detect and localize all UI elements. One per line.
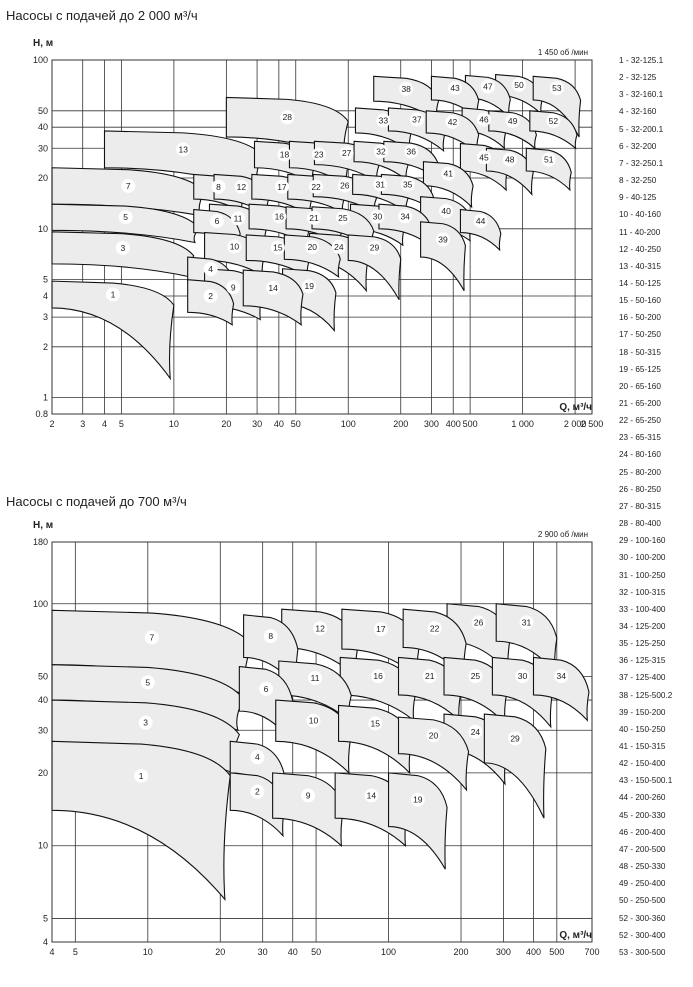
- pump-field-label: 2: [255, 786, 260, 797]
- x-tick-label: 1 000: [511, 419, 534, 429]
- x-tick-label: 500: [549, 947, 565, 957]
- x-tick-label: 50: [290, 419, 301, 429]
- pump-field-label: 52: [548, 115, 559, 126]
- legend-item: 10 - 40-160: [619, 210, 661, 220]
- speed-label: 1 450 об /мин: [537, 48, 588, 57]
- y-tick-label: 10: [37, 840, 48, 851]
- pump-field-label: 1: [110, 289, 116, 300]
- pump-field-label: 24: [334, 241, 344, 252]
- pump-field-label: 9: [305, 790, 311, 801]
- legend-item: 43 - 150-500.1: [619, 776, 673, 786]
- pump-field-label: 6: [214, 216, 220, 227]
- pump-field-label: 12: [236, 181, 247, 192]
- pump-field-label: 30: [517, 671, 528, 682]
- pump-field-label: 21: [309, 212, 319, 223]
- pump-field-label: 9: [230, 282, 236, 293]
- legend-item: 39 - 150-200: [619, 707, 666, 717]
- x-tick-label: 100: [340, 419, 356, 429]
- y-axis-label: H, м: [33, 38, 54, 49]
- x-tick-label: 40: [273, 419, 284, 429]
- x-tick-label: 30: [257, 947, 268, 957]
- legend-item: 9 - 40-125: [619, 193, 657, 203]
- pump-field-label: 51: [544, 154, 554, 165]
- pump-field-label: 50: [514, 79, 524, 90]
- pump-field-label: 7: [125, 180, 131, 191]
- legend-item: 37 - 125-400: [619, 673, 666, 683]
- legend-item: 21 - 65-200: [619, 399, 661, 408]
- pump-field-19: [389, 773, 448, 869]
- x-tick-label: 400: [525, 947, 542, 957]
- legend-item: 11 - 40-200: [619, 227, 661, 237]
- pump-field-label: 16: [373, 671, 383, 682]
- legend-item: 52 - 300-360: [619, 913, 666, 923]
- y-tick-label: 30: [37, 143, 48, 154]
- legend-item: 30 - 100-200: [619, 553, 666, 563]
- legend-item: 8 - 32-250: [619, 176, 657, 186]
- legend-item: 49 - 250-400: [619, 879, 666, 889]
- pump-field-label: 27: [341, 147, 352, 158]
- y-tick-label: 30: [37, 725, 48, 736]
- x-axis-label: Q, м³/ч: [559, 402, 592, 413]
- pump-field-label: 6: [263, 683, 269, 694]
- y-tick-label: 5: [42, 913, 48, 924]
- pump-field-label: 3: [143, 717, 149, 728]
- pump-field-label: 14: [268, 282, 278, 293]
- x-axis-label: Q, м³/ч: [559, 930, 592, 941]
- legend-item: 2 - 32-125: [619, 73, 657, 83]
- pump-field-label: 16: [274, 211, 285, 222]
- pump-field-label: 37: [412, 114, 422, 125]
- chart1-title: Насосы с подачей до 2 000 м³/ч: [6, 8, 198, 23]
- legend-item: 14 - 50-125: [619, 278, 661, 288]
- y-tick-label: 0.8: [35, 409, 48, 419]
- legend-item: 44 - 200-260: [619, 793, 666, 803]
- pump-field-label: 49: [507, 115, 518, 126]
- y-tick-label: 4: [42, 291, 48, 301]
- legend-item: 20 - 65-160: [619, 381, 661, 391]
- pump-field-label: 26: [473, 617, 484, 628]
- x-tick-label: 3: [80, 419, 86, 429]
- pump-field-label: 8: [216, 181, 221, 192]
- pump-field-label: 35: [402, 179, 413, 190]
- pump-field-label: 11: [233, 213, 243, 224]
- x-tick-label: 300: [495, 947, 511, 957]
- pump-field-label: 41: [443, 168, 454, 179]
- x-tick-label: 30: [252, 419, 263, 429]
- pump-field-label: 8: [268, 631, 274, 642]
- pump-field-label: 36: [406, 146, 416, 157]
- pump-field-label: 5: [145, 677, 151, 688]
- pump-field-label: 43: [450, 83, 460, 94]
- legend-item: 23 - 65-315: [619, 433, 661, 443]
- x-tick-label: 10: [142, 947, 153, 957]
- legend-item: 41 - 150-315: [619, 742, 666, 751]
- pump-field-39: [421, 222, 466, 291]
- pump-field-label: 48: [505, 154, 515, 165]
- legend-item: 22 - 65-250: [619, 416, 661, 426]
- x-tick-label: 700: [584, 947, 600, 957]
- pump-field-label: 24: [470, 726, 481, 737]
- x-tick-label: 50: [311, 947, 322, 957]
- pump-field-label: 34: [556, 671, 566, 682]
- x-tick-label: 100: [381, 947, 397, 957]
- pump-field-label: 20: [307, 242, 318, 253]
- legend-item: 32 - 100-315: [619, 587, 666, 597]
- pump-field-label: 53: [552, 83, 562, 94]
- x-tick-label: 2 500: [580, 419, 604, 429]
- legend-item: 15 - 50-160: [619, 296, 661, 306]
- pump-field-label: 21: [425, 671, 435, 682]
- legend-item: 36 - 125-315: [619, 656, 666, 666]
- legend-item: 47 - 200-500: [619, 844, 666, 854]
- legend-item: 5 - 32-200.1: [619, 124, 664, 134]
- chart2-plot: [33, 520, 600, 957]
- legend-item: 28 - 80-400: [619, 519, 661, 529]
- y-tick-label: 100: [32, 598, 48, 609]
- pump-field-label: 44: [475, 216, 486, 227]
- y-tick-label: 40: [37, 122, 48, 133]
- pump-field-label: 39: [438, 234, 448, 245]
- legend-item: 27 - 80-315: [619, 501, 661, 511]
- legend-item: 17 - 50-250: [619, 330, 661, 340]
- legend-item: 18 - 50-315: [619, 347, 661, 357]
- legend-item: 13 - 40-315: [619, 261, 661, 271]
- legend-item: 1 - 32-125.1: [619, 56, 664, 65]
- y-tick-label: 50: [37, 105, 48, 116]
- pump-field-label: 13: [178, 144, 188, 155]
- x-tick-label: 5: [72, 947, 78, 957]
- chart1-plot: [33, 38, 603, 429]
- y-tick-label: 3: [42, 312, 48, 323]
- legend-item: 46 - 200-400: [619, 827, 666, 837]
- legend-item: 19 - 65-125: [619, 364, 661, 374]
- pump-field-label: 33: [378, 115, 389, 126]
- x-tick-label: 200: [393, 419, 409, 429]
- pump-field-label: 26: [340, 180, 350, 191]
- pump-field-label: 30: [372, 211, 383, 222]
- legend-item: 25 - 80-200: [619, 467, 661, 477]
- legend-item: 3 - 32-160.1: [619, 90, 664, 100]
- pump-field-label: 15: [370, 718, 380, 729]
- legend-item: 45 - 200-330: [619, 810, 666, 820]
- pump-field-label: 4: [208, 264, 214, 275]
- pump-field-label: 20: [428, 730, 439, 741]
- chart2-title: Насосы с подачей до 700 м³/ч: [6, 494, 187, 509]
- pump-field-label: 31: [375, 179, 386, 190]
- y-tick-label: 40: [37, 695, 48, 706]
- legend-item: 34 - 125-200: [619, 621, 666, 631]
- legend-item: 38 - 125-500.2: [619, 690, 673, 700]
- pump-field-label: 25: [470, 671, 481, 682]
- pump-field-label: 17: [277, 181, 287, 192]
- x-tick-label: 2 000: [563, 419, 587, 429]
- x-tick-label: 4: [101, 419, 107, 429]
- pump-field-label: 5: [123, 212, 129, 223]
- pump-field-label: 45: [479, 152, 489, 163]
- x-tick-label: 400: [445, 419, 461, 429]
- y-tick-label: 180: [32, 537, 48, 547]
- legend-item: 48 - 250-330: [619, 862, 666, 872]
- pump-field-label: 31: [521, 617, 532, 628]
- x-tick-label: 500: [462, 419, 478, 429]
- x-tick-label: 2: [49, 419, 55, 429]
- pump-field-label: 29: [510, 733, 520, 744]
- pump-field-label: 40: [441, 205, 451, 216]
- legend-item: 42 - 150-400: [619, 759, 666, 769]
- pump-field-label: 28: [282, 112, 293, 123]
- pump-field-label: 10: [229, 241, 240, 252]
- x-tick-label: 200: [453, 947, 469, 957]
- y-tick-label: 1: [42, 392, 48, 403]
- legend-item: 29 - 100-160: [619, 536, 666, 546]
- pump-field-label: 2: [208, 291, 214, 301]
- y-tick-label: 20: [37, 173, 48, 183]
- pump-field-label: 17: [376, 624, 386, 635]
- legend-item: 16 - 50-200: [619, 313, 661, 323]
- pump-field-label: 19: [304, 281, 314, 292]
- pump-field-label: 23: [314, 149, 324, 160]
- y-tick-label: 2: [42, 341, 48, 352]
- legend-item: 24 - 80-160: [619, 450, 661, 460]
- x-tick-label: 10: [168, 419, 179, 429]
- x-tick-label: 4: [49, 947, 55, 957]
- pump-field-label: 1: [138, 770, 144, 781]
- pump-field-1: [52, 741, 230, 899]
- legend-item: 33 - 100-400: [619, 604, 666, 614]
- x-tick-label: 20: [215, 947, 226, 957]
- x-tick-label: 40: [287, 947, 298, 957]
- y-tick-label: 4: [42, 937, 48, 947]
- y-axis-label: H, м: [33, 520, 54, 531]
- pump-field-label: 46: [479, 114, 489, 125]
- pump-field-label: 3: [120, 242, 126, 253]
- legend-item: 31 - 100-250: [619, 570, 666, 580]
- pump-field-label: 4: [255, 752, 260, 763]
- legend-item: 6 - 32-200: [619, 141, 657, 151]
- pump-field-label: 22: [311, 181, 321, 192]
- y-tick-label: 5: [42, 274, 48, 285]
- x-tick-label: 5: [118, 419, 124, 429]
- legend-item: 12 - 40-250: [619, 244, 661, 254]
- pump-field-label: 38: [401, 83, 411, 94]
- pump-field-label: 29: [369, 242, 380, 253]
- legend-item: 7 - 32-250.1: [619, 158, 664, 168]
- legend-item: 52 - 300-400: [619, 930, 666, 940]
- legend-item: 40 - 150-250: [619, 724, 666, 734]
- y-tick-label: 100: [32, 55, 48, 65]
- x-tick-label: 300: [423, 419, 439, 429]
- pump-field-label: 15: [273, 242, 283, 253]
- legend-item: 26 - 80-250: [619, 484, 661, 494]
- pump-field-label: 18: [279, 149, 290, 160]
- pump-field-label: 19: [413, 794, 423, 805]
- y-tick-label: 10: [37, 223, 48, 234]
- pump-field-label: 7: [149, 632, 155, 643]
- legend-item: 53 - 300-500: [619, 947, 666, 957]
- x-tick-label: 20: [221, 419, 232, 429]
- pump-field-label: 22: [429, 623, 440, 634]
- pump-field-label: 32: [376, 146, 386, 157]
- pump-field-label: 42: [447, 116, 458, 127]
- pump-field-label: 10: [308, 715, 319, 726]
- pump-field-label: 34: [400, 211, 410, 222]
- y-tick-label: 50: [37, 671, 48, 682]
- pump-field-label: 25: [338, 212, 348, 223]
- y-tick-label: 20: [37, 767, 48, 778]
- pump-field-label: 14: [366, 790, 377, 801]
- legend-item: 4 - 32-160: [619, 107, 657, 117]
- speed-label: 2 900 об /мин: [537, 530, 588, 539]
- legend-item: 35 - 125-250: [619, 639, 666, 649]
- pump-field-label: 47: [483, 81, 493, 92]
- legend-item: 50 - 250-500: [619, 896, 666, 906]
- pump-field-label: 11: [310, 672, 320, 683]
- pump-field-label: 12: [315, 623, 325, 634]
